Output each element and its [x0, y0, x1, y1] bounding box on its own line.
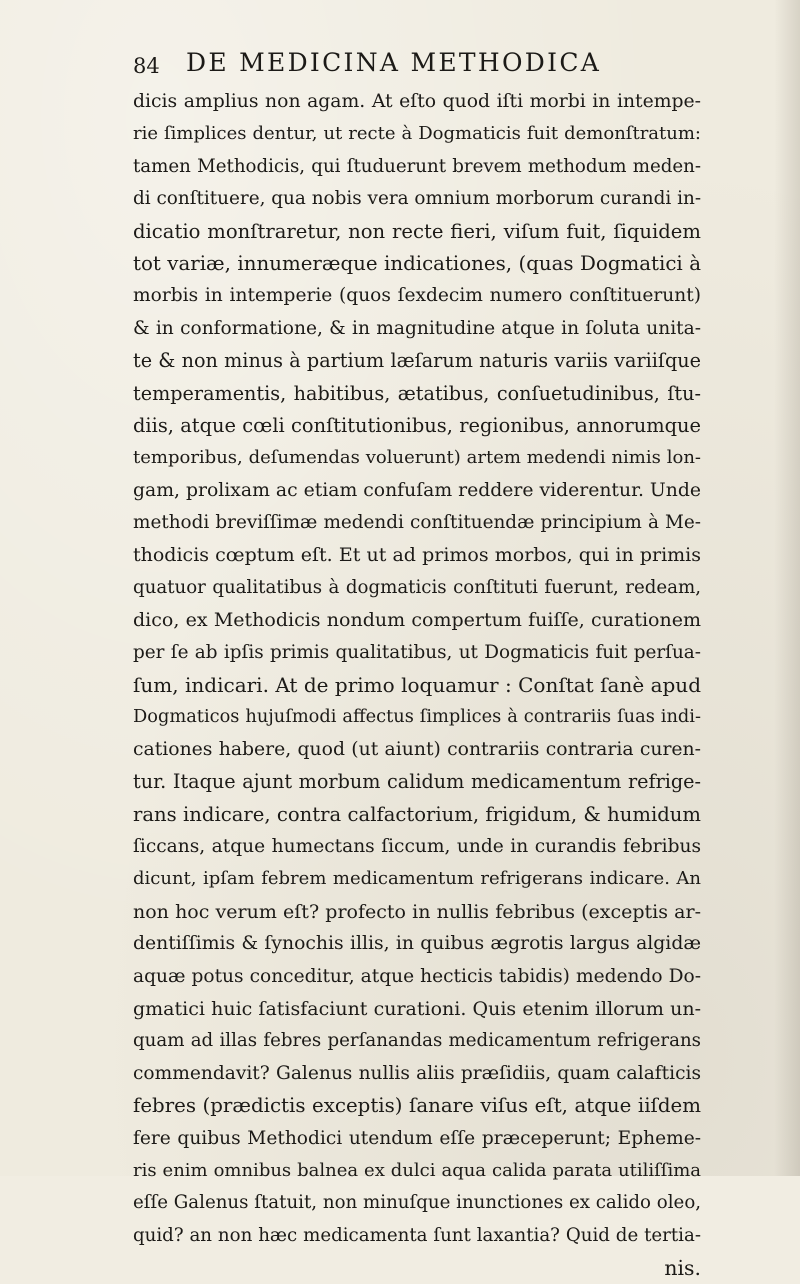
text-line: dentiſſimis & ſynochis illis, in quibus ægrotis largus algidæ: [133, 933, 701, 955]
text-line: gam, prolixam ac etiam confuſam reddere viderentur. Unde: [133, 479, 701, 501]
text-line: non hoc verum eſt? profecto in nullis febribus (exceptis ar-: [133, 900, 701, 923]
text-line: methodi breviſſimæ medendi conſtituendæ principium à Me-: [133, 512, 701, 534]
page-header: [133, 48, 693, 82]
text-line: gmatici huic ſatisfaciunt curationi. Quis etenim illorum un-: [133, 997, 701, 1020]
text-line: Dogmaticos hujuſmodi affectus ſimplices à contrariis ſuas indi-: [133, 706, 701, 728]
text-line: quatuor qualitatibus à dogmaticis conſtituti fuerunt, redeam,: [133, 576, 701, 598]
text-line: tot variæ, innumeræque indicationes, (quas Dogmatici à: [133, 251, 701, 275]
page-number: 84: [133, 54, 160, 78]
text-line: dicunt, ipſam febrem medicamentum refrigerans indicare. An: [133, 868, 701, 890]
text-line: cationes habere, quod (ut aiunt) contrariis contraria curen-: [133, 738, 701, 760]
text-line: thodicis cœptum eſt. Et ut ad primos morbos, qui in primis: [133, 544, 701, 567]
text-line: eſſe Galenus ſtatuit, non minuſque inunctiones ex calido oleo,: [133, 1192, 701, 1214]
text-line: rans indicare, contra calfactorium, frigidum, & humidum: [133, 802, 701, 826]
text-line: ſiccans, atque humectans ſiccum, unde in curandis febribus: [133, 835, 701, 857]
text-line: ſum, indicari. At de primo loquamur : Conſtat ſanè apud: [133, 673, 701, 698]
text-line: dicatio monſtraretur, non recte fieri, viſum fuit, ſiquidem: [133, 219, 701, 243]
text-line: febres (prædictis exceptis) ſanare viſus eſt, atque iiſdem: [133, 1094, 701, 1118]
text-line: commendavit? Galenus nullis aliis præſidiis, quam calafticis: [133, 1062, 701, 1084]
text-line: nis.: [664, 1256, 701, 1281]
text-line: tur. Itaque ajunt morbum calidum medicamentum refrige-: [133, 770, 701, 794]
text-line: per ſe ab ipſis primis qualitatibus, ut Dogmaticis fuit perſua-: [133, 641, 701, 663]
running-title: DE MEDICINA METHODICA: [186, 48, 602, 77]
text-line: morbis in intemperie (quos ſexdecim numero conſtituerunt): [133, 285, 701, 307]
text-line: tamen Methodicis, qui ſtuduerunt brevem methodum meden-: [133, 155, 701, 177]
text-line: fere quibus Methodici utendum eſſe præceperunt; Epheme-: [133, 1127, 701, 1149]
text-line: te & non minus à partium læſarum naturis variis variiſque: [133, 349, 701, 373]
text-line: dico, ex Methodicis nondum compertum fuiſſe, curationem: [133, 609, 701, 632]
text-line: rie ſimplices dentur, ut recte à Dogmaticis fuit demonſtratum:: [133, 123, 701, 145]
text-line: temporibus, deſumendas voluerunt) artem medendi nimis lon-: [133, 447, 701, 469]
text-line: temperamentis, habitibus, ætatibus, conſuetudinibus, ſtu-: [133, 381, 701, 405]
text-line: quid? an non hæc medicamenta ſunt laxantia? Quid de tertia-: [133, 1224, 701, 1246]
text-line: di conſtituere, qua nobis vera omnium morborum curandi in-: [133, 188, 701, 210]
text-line: & in conformatione, & in magnitudine atque in ſoluta unita-: [133, 317, 701, 339]
page-edge-shadow: [774, 0, 800, 1176]
text-line: aquæ potus conceditur, atque hecticis tabidis) medendo Do-: [133, 965, 701, 987]
text-line: ris enim omnibus balnea ex dulci aqua calida parata utiliſſima: [133, 1159, 701, 1181]
text-line: diis, atque cœli conſtitutionibus, regionibus, annorumque: [133, 413, 701, 437]
text-line: dicis amplius non agam. At eſto quod iſti morbi in intempe-: [133, 91, 701, 112]
text-line: quam ad illas febres perſanandas medicamentum refrigerans: [133, 1030, 701, 1052]
body-text: [133, 86, 701, 1284]
